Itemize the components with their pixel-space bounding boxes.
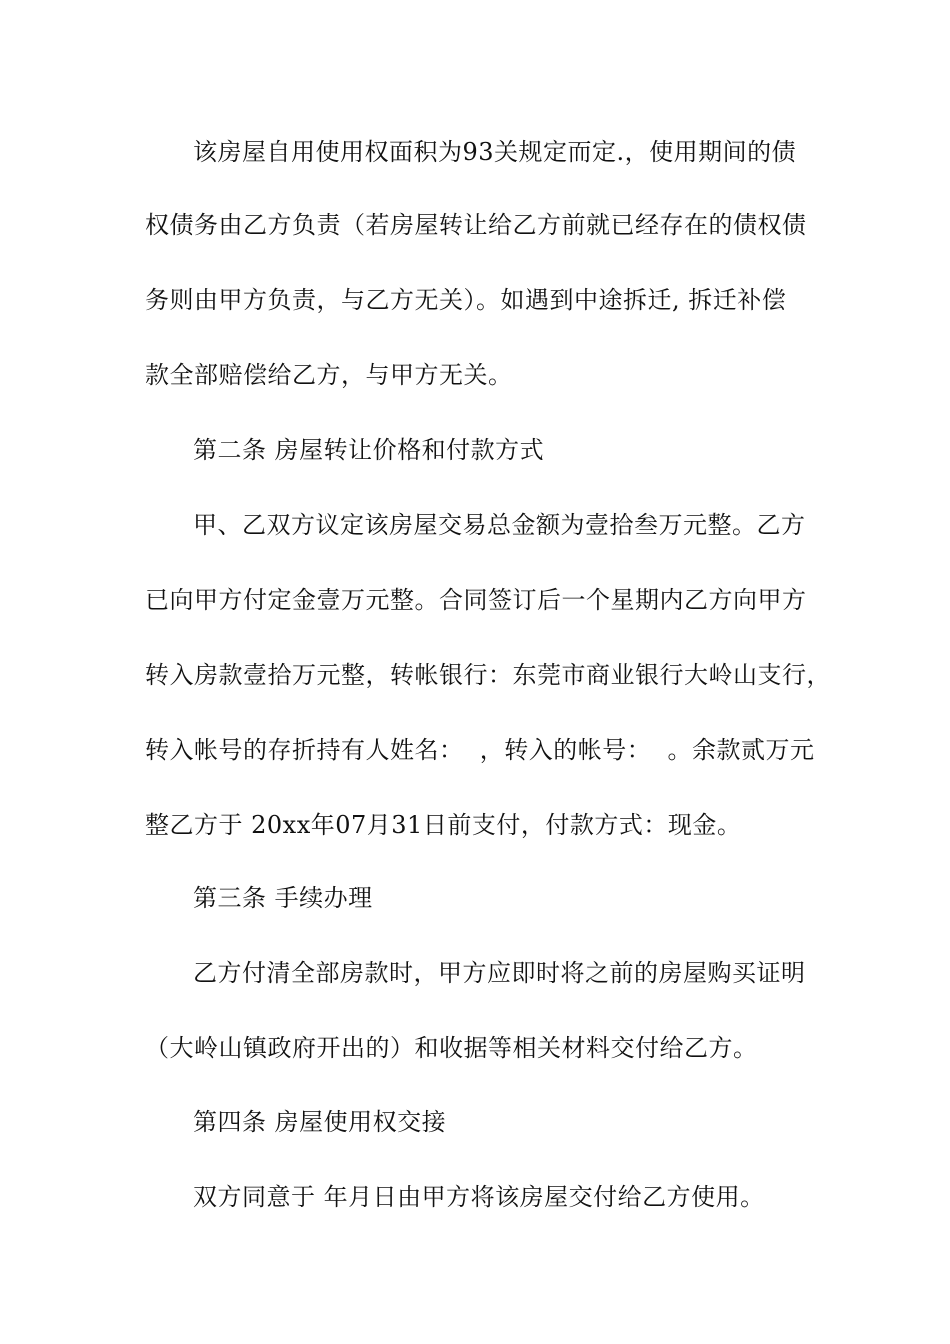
- section-heading: 第三条 手续办理: [193, 884, 373, 912]
- paragraph-line: 乙方付清全部房款时，甲方应即时将之前的房屋购买证明: [193, 959, 806, 987]
- section-heading: 第四条 房屋使用权交接: [193, 1108, 447, 1136]
- paragraph-line: 甲、乙双方议定该房屋交易总金额为壹拾叁万元整。乙方: [193, 511, 806, 539]
- paragraph-line: 转入帐号的存折持有人姓名： ，转入的帐号： 。余款贰万元: [145, 736, 815, 764]
- paragraph-line: 整乙方于 20xx年07月31日前支付，付款方式：现金。: [145, 811, 742, 839]
- paragraph-line: 款全部赔偿给乙方，与甲方无关。: [145, 361, 513, 389]
- paragraph-line: 该房屋自用使用权面积为93关规定而定.，使用期间的债: [193, 138, 797, 166]
- paragraph-line: 权债务由乙方负责（若房屋转让给乙方前就已经存在的债权债: [145, 211, 807, 239]
- paragraph-line: 已向甲方付定金壹万元整。合同签订后一个星期内乙方向甲方: [145, 586, 807, 614]
- section-heading: 第二条 房屋转让价格和付款方式: [193, 436, 545, 464]
- paragraph-line: 转入房款壹拾万元整，转帐银行：东莞市商业银行大岭山支行，: [145, 661, 831, 689]
- paragraph-line: 双方同意于 年月日由甲方将该房屋交付给乙方使用。: [193, 1183, 765, 1211]
- paragraph-line: 务则由甲方负责，与乙方无关）。如遇到中途拆迁, 拆迁补偿: [145, 286, 787, 314]
- paragraph-line: （大岭山镇政府开出的）和收据等相关材料交付给乙方。: [145, 1034, 758, 1062]
